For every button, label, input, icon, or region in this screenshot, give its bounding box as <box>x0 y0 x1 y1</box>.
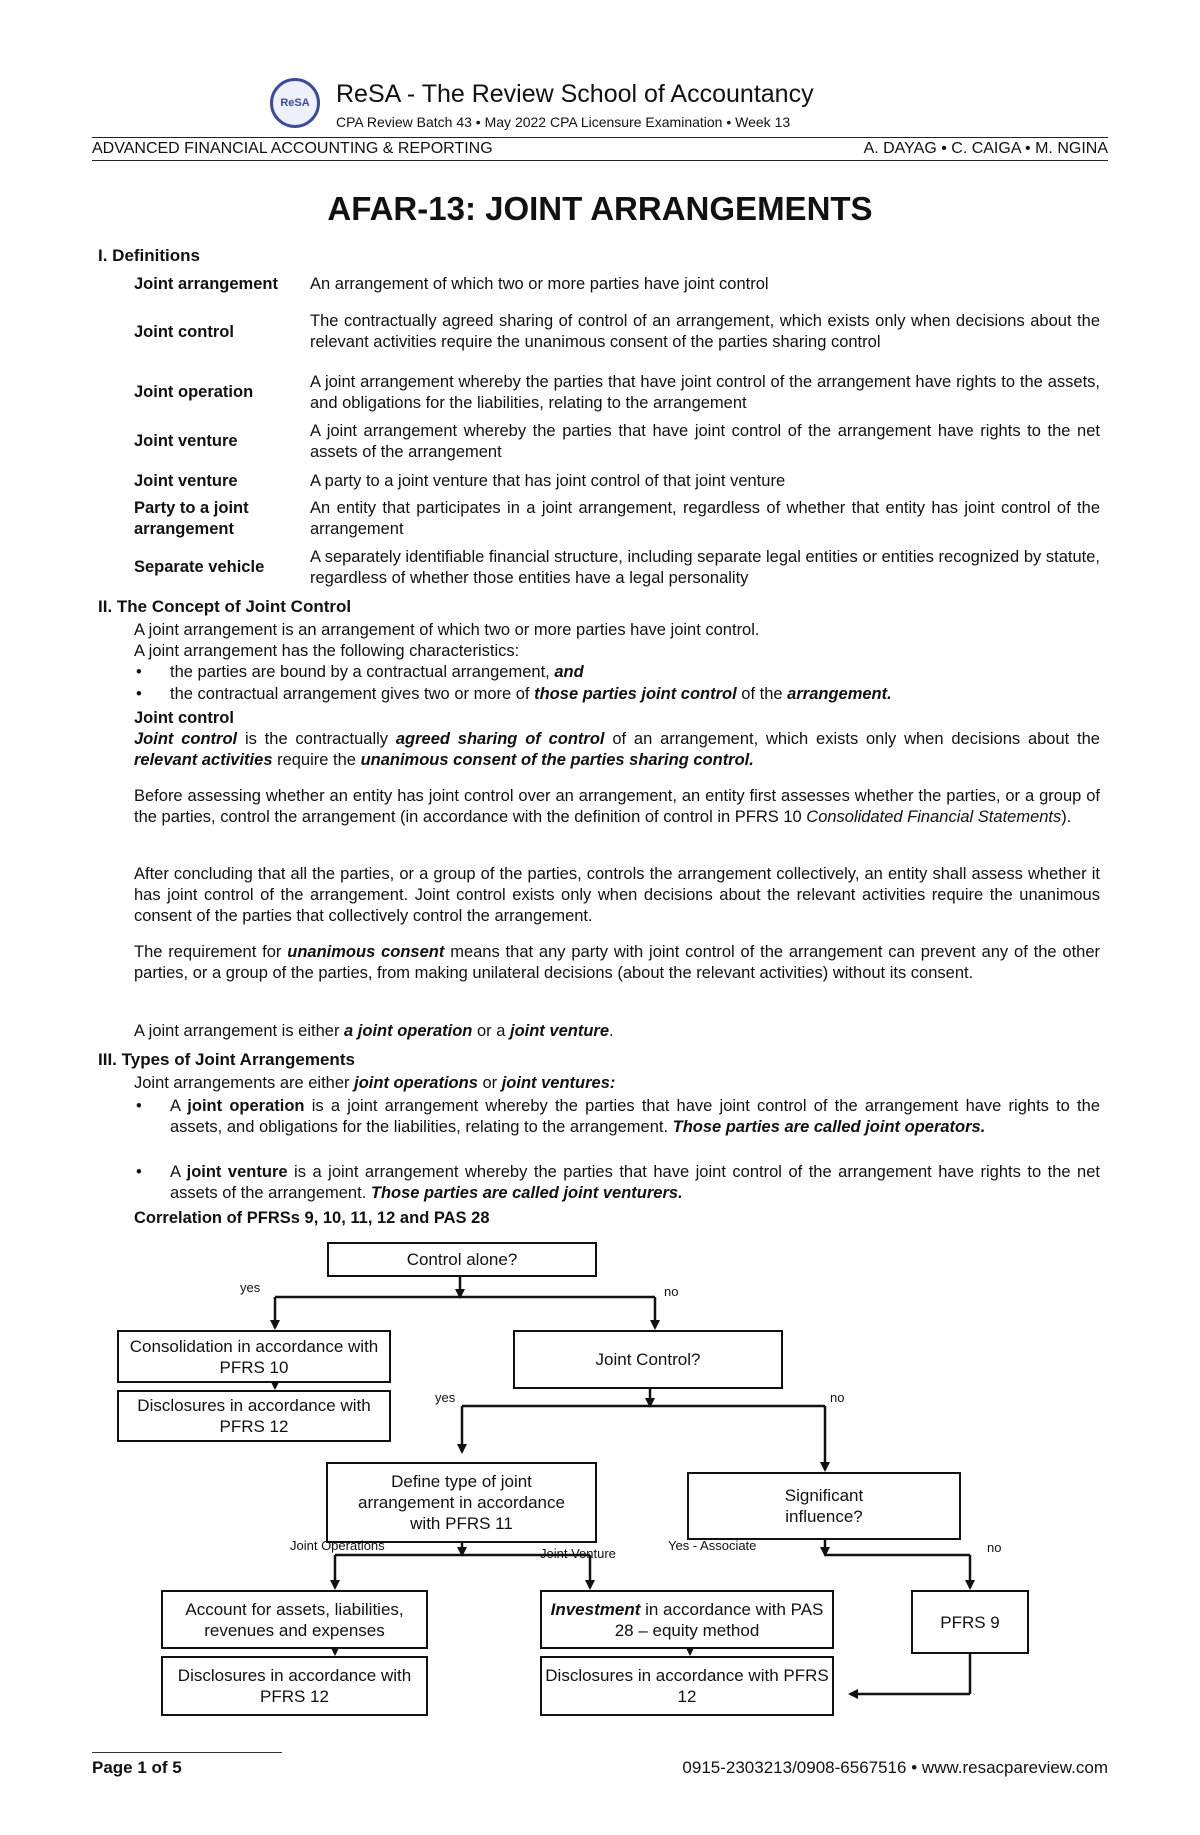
correlation-heading: Correlation of PFRSs 9, 10, 11, 12 and PAS 28 <box>134 1209 490 1227</box>
text: A joint arrangement is either <box>134 1022 345 1040</box>
bullet-icon: • <box>136 1163 142 1181</box>
box-significant-influence: Significant influence? <box>687 1472 961 1540</box>
footer-contact: 0915-2303213/0908-6567516 • www.resacpareview.com <box>682 1758 1108 1777</box>
section-heading-types: III. Types of Joint Arrangements <box>98 1050 355 1069</box>
bullet-icon: • <box>136 1097 142 1115</box>
text: Before assessing whether an entity has joint control over an arrangement, an entity first assesses whether the parties, or a group of the parties, control the arrangement (in accordance with the definition of control in PFRS 10 <box>134 787 1100 826</box>
bullet-emphasis: and <box>554 663 584 681</box>
box-pfrs9: PFRS 9 <box>911 1590 1029 1654</box>
edge-label-yes-associate: Yes - Associate <box>668 1538 757 1553</box>
box-account-for: Account for assets, liabilities, revenues and expenses <box>161 1590 428 1649</box>
text: is a joint arrangement whereby the parties that have joint control of the arrangement have rights to the assets, and obligations for the liabilities, relating to the arrangement. <box>170 1097 1100 1136</box>
definition-term: Joint control <box>134 322 234 341</box>
box-disclosures-mid: Disclosures in accordance with PFRS 12 <box>540 1656 834 1716</box>
emphasis: relevant activities <box>134 751 273 769</box>
box-joint-control: Joint Control? <box>513 1330 783 1389</box>
bullet-icon: • <box>136 685 142 703</box>
bullet-emphasis: those parties joint control <box>534 685 737 703</box>
emphasis: agreed sharing of control <box>395 730 605 748</box>
subheading-joint-control: Joint control <box>134 709 234 727</box>
text: Joint arrangements are either <box>134 1074 355 1092</box>
text: or <box>477 1074 502 1092</box>
text: require the <box>272 751 361 769</box>
text: is a joint arrangement whereby the parties that have joint control of the arrangement have rights to the net assets of the arrangement. <box>170 1163 1100 1202</box>
bullet-text: the contractual arrangement gives two or more of <box>170 685 535 703</box>
definition-desc: The contractually agreed sharing of control of an arrangement, which exists only when decisions about the relevant activities require the unanimous consent of the parties sharing control <box>310 312 1100 351</box>
definition-desc: A joint arrangement whereby the parties that have joint control of the arrangement have rights to the net assets of the arrangement <box>310 421 1100 461</box>
paragraph: A joint arrangement has the following characteristics: <box>134 642 520 660</box>
edge-label-no: no <box>987 1540 1002 1555</box>
emphasis: a joint operation <box>344 1022 473 1040</box>
definition-desc: An arrangement of which two or more parties have joint control <box>310 274 769 293</box>
definition-term: Separate vehicle <box>134 558 265 576</box>
emphasis: joint venture <box>509 1022 609 1040</box>
authors: A. DAYAG • C. CAIGA • M. NGINA <box>863 140 1108 157</box>
text: of an arrangement, which exists only when decisions about the <box>604 730 1100 748</box>
section-heading-joint-control: II. The Concept of Joint Control <box>98 597 352 616</box>
box-investment <box>540 1590 834 1649</box>
definition-desc: A separately identifiable financial structure, including separate legal entities or entities recognized by statute, regardless of whether those entities have a legal personality <box>310 547 1100 587</box>
text: or a <box>472 1022 510 1040</box>
paragraph: A joint arrangement is an arrangement of which two or more parties have joint control. <box>134 621 760 639</box>
subject-name: ADVANCED FINANCIAL ACCOUNTING & REPORTING <box>92 140 493 157</box>
school-name: ReSA - The Review School of Accountancy <box>336 80 814 108</box>
box-disclosures-top: Disclosures in accordance with PFRS 12 <box>117 1390 391 1442</box>
definition-term: Joint arrangement <box>134 274 278 293</box>
edge-label-yes: yes <box>240 1280 261 1295</box>
text: ). <box>1061 808 1072 826</box>
edge-label-joint-operations: Joint Operations <box>290 1538 385 1553</box>
emphasis: unanimous consent of the parties sharing control. <box>360 751 754 769</box>
footer-rule <box>92 1752 282 1753</box>
text: means that any party with joint control of the arrangement can prevent any of the other parties, or a group of the parties, from making unilateral decisions (about the relevant activities) without its consent. <box>134 943 1100 982</box>
batch-info: CPA Review Batch 43 • May 2022 CPA Licensure Examination • Week 13 <box>336 114 791 130</box>
text: A <box>170 1097 188 1115</box>
box-define-type: Define type of joint arrangement in accordance with PFRS 11 <box>326 1462 597 1543</box>
bold-text: joint venture <box>186 1163 288 1181</box>
definition-desc: An entity that participates in a joint arrangement, regardless of whether that entity has joint control of the arrangement <box>310 498 1100 538</box>
bullet-text: the parties are bound by a contractual arrangement, <box>170 663 555 681</box>
definition-term: Joint venture <box>134 432 238 450</box>
paragraph: After concluding that all the parties, or a group of the parties, controls the arrangement collectively, an entity shall assess whether it has joint control of the arrangement. Joint control exists only when decisions about the relevant activities require the unanimous consent of the parties that collectively control the arrangement. <box>134 865 1100 925</box>
emphasis: Joint control <box>134 730 238 748</box>
logo-text: ReSA <box>280 97 310 109</box>
emphasis: Those parties are called joint venturers. <box>370 1184 683 1202</box>
box-disclosures-left: Disclosures in accordance with PFRS 12 <box>161 1656 428 1716</box>
emphasis: joint operations <box>354 1074 478 1092</box>
bullet-text: of the <box>736 685 788 703</box>
emphasis: unanimous consent <box>287 943 445 961</box>
edge-label-no: no <box>664 1284 679 1299</box>
definition-term: Joint venture <box>134 471 238 490</box>
definition-term: Joint operation <box>134 383 254 401</box>
edge-label-yes: yes <box>435 1390 456 1405</box>
investment-emphasis: Investment <box>550 1599 641 1619</box>
text: A <box>170 1163 187 1181</box>
bold-text: joint operation <box>187 1097 305 1115</box>
edge-label-joint-venture: Joint Venture <box>540 1546 616 1561</box>
investment-text: in accordance with PAS 28 – equity method <box>614 1599 824 1640</box>
bullet-emphasis: arrangement. <box>787 685 892 703</box>
bullet-icon: • <box>136 663 142 681</box>
box-control-alone: Control alone? <box>327 1242 597 1277</box>
edge-label-no: no <box>830 1390 845 1405</box>
italic-text: Consolidated Financial Statements <box>806 808 1062 826</box>
box-consolidation: Consolidation in accordance with PFRS 10 <box>117 1330 391 1383</box>
emphasis: joint ventures: <box>501 1074 616 1092</box>
section-heading-definitions: I. Definitions <box>98 246 200 265</box>
emphasis: Those parties are called joint operators. <box>672 1118 986 1136</box>
definition-desc: A party to a joint venture that has joint control of that joint venture <box>310 471 786 490</box>
definition-term: Party to a joint arrangement <box>134 498 249 538</box>
definition-desc: A joint arrangement whereby the parties that have joint control of the arrangement have rights to the assets, and obligations for the liabilities, relating to the arrangement <box>310 372 1100 412</box>
page-number: Page 1 of 5 <box>92 1758 182 1777</box>
text: . <box>609 1022 614 1040</box>
text: is the contractually <box>237 730 396 748</box>
page-title: AFAR-13: JOINT ARRANGEMENTS <box>327 190 873 227</box>
text: The requirement for <box>134 943 288 961</box>
